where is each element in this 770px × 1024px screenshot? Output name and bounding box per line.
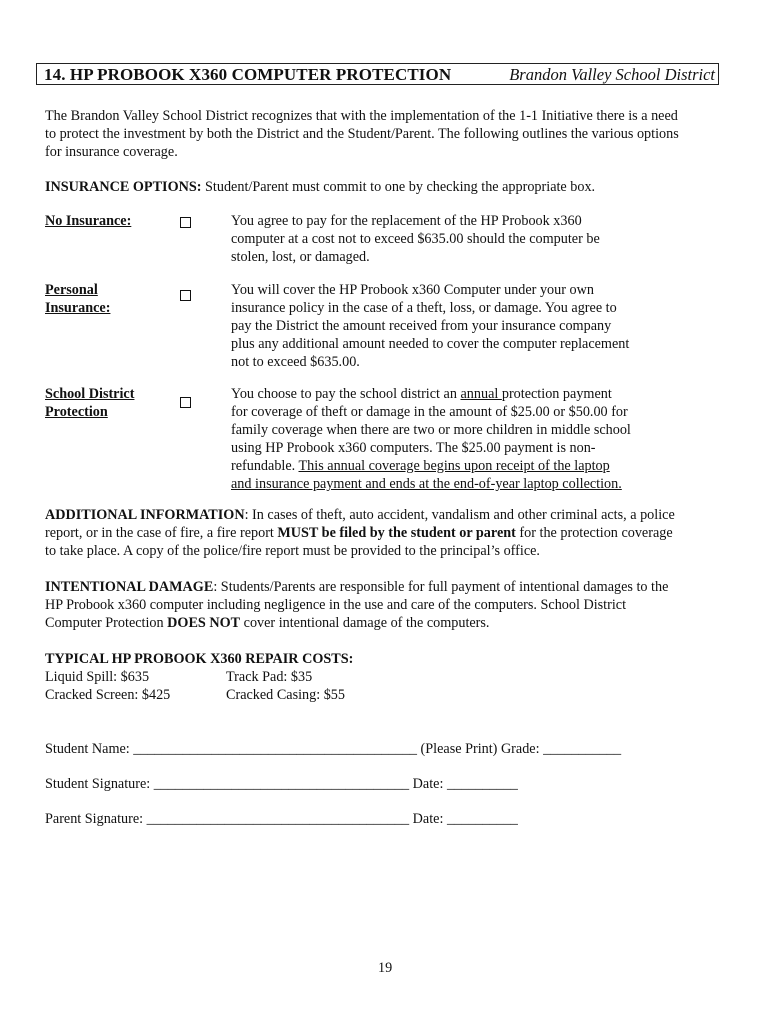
option-label-line: Protection — [45, 404, 108, 420]
desc-line: computer at a cost not to exceed $635.00 should the computer be — [231, 231, 600, 247]
liquid-spill-cost: Liquid Spill: $635 — [45, 669, 150, 685]
desc-line: You will cover the HP Probook x360 Computer under your own — [231, 282, 594, 298]
section-title: 14. HP PROBOOK X360 COMPUTER PROTECTION — [44, 65, 452, 84]
option-school-protection-desc — [231, 385, 681, 493]
insurance-options-line — [45, 178, 725, 196]
desc-line: plus any additional amount needed to cover the computer replacement — [231, 336, 630, 352]
additional-line: ADDITIONAL INFORMATION: In cases of theft, auto accident, vandalism and other criminal acts, a police — [45, 507, 675, 523]
intro-line: The Brandon Valley School District recognizes that with the implementation of the 1-1 Initiative there is a need — [45, 108, 678, 124]
intentional-line: HP Probook x360 computer including negligence in the use and care of the computers. School District — [45, 597, 627, 613]
intro-line: for insurance coverage. — [45, 144, 178, 160]
student-signature-field[interactable]: Student Signature: ____________________________________ Date: __________ — [45, 776, 518, 792]
district-name: Brandon Valley School District — [509, 65, 715, 84]
intentional-damage — [45, 578, 725, 632]
page-number: 19 — [378, 960, 393, 976]
desc-line: pay the District the amount received from your insurance company — [231, 318, 612, 334]
desc-line: You agree to pay for the replacement of the HP Probook x360 — [231, 213, 582, 229]
insurance-options-text: Student/Parent must commit to one by checking the appropriate box. — [201, 179, 596, 195]
track-pad-cost: Track Pad: $35 — [226, 669, 313, 685]
intentional-line: Computer Protection DOES NOT cover intentional damage of the computers. — [45, 615, 490, 631]
desc-line: refundable. This annual coverage begins upon receipt of the laptop — [231, 458, 610, 474]
option-label-line: Personal — [45, 282, 98, 298]
school-protection-checkbox[interactable] — [180, 397, 191, 408]
desc-line: family coverage when there are two or more children in middle school — [231, 422, 631, 438]
repair-costs-col2 — [226, 668, 345, 704]
insurance-options-label: INSURANCE OPTIONS: — [45, 179, 202, 195]
desc-line: using HP Probook x360 computers. The $25.00 payment is non- — [231, 440, 596, 456]
student-name-field[interactable]: Student Name: ________________________________________ (Please Print) Grade: ___________ — [45, 741, 622, 757]
personal-insurance-checkbox[interactable] — [180, 290, 191, 301]
intro-line: to protect the investment by both the District and the Student/Parent. The following outlines the various options — [45, 126, 679, 142]
additional-information — [45, 506, 725, 560]
repair-costs-heading: TYPICAL HP PROBOOK X360 REPAIR COSTS: — [45, 651, 354, 667]
desc-line: and insurance payment and ends at the end-of-year laptop collection. — [231, 476, 622, 492]
parent-signature-field[interactable]: Parent Signature: _____________________________________ Date: __________ — [45, 811, 518, 827]
section-header — [36, 63, 719, 85]
option-label-line: School District — [45, 386, 135, 402]
desc-line: for coverage of theft or damage in the amount of $25.00 or $50.00 for — [231, 404, 628, 420]
desc-line: insurance policy in the case of a theft, loss, or damage. You agree to — [231, 300, 617, 316]
intentional-line: INTENTIONAL DAMAGE: Students/Parents are responsible for full payment of intentional damages to the — [45, 579, 669, 595]
cracked-screen-cost: Cracked Screen: $425 — [45, 687, 171, 703]
additional-line: report, or in the case of fire, a fire report MUST be filed by the student or parent for the protection coverage — [45, 525, 673, 541]
option-label-line: Insurance: — [45, 300, 111, 316]
desc-line: stolen, lost, or damaged. — [231, 249, 370, 265]
option-school-protection-label — [45, 385, 134, 421]
no-insurance-checkbox[interactable] — [180, 217, 191, 228]
desc-line: You choose to pay the school district an annual protection payment — [231, 386, 612, 402]
option-personal-insurance-label — [45, 281, 110, 317]
option-personal-insurance-desc — [231, 281, 671, 371]
intro-paragraph — [45, 107, 725, 161]
option-label-line: No Insurance: — [45, 213, 132, 229]
additional-line: to take place. A copy of the police/fire report must be provided to the principal’s office. — [45, 543, 540, 559]
option-no-insurance-desc — [231, 212, 671, 266]
option-no-insurance-label — [45, 212, 131, 230]
desc-line: not to exceed $635.00. — [231, 354, 360, 370]
cracked-casing-cost: Cracked Casing: $55 — [226, 687, 345, 703]
